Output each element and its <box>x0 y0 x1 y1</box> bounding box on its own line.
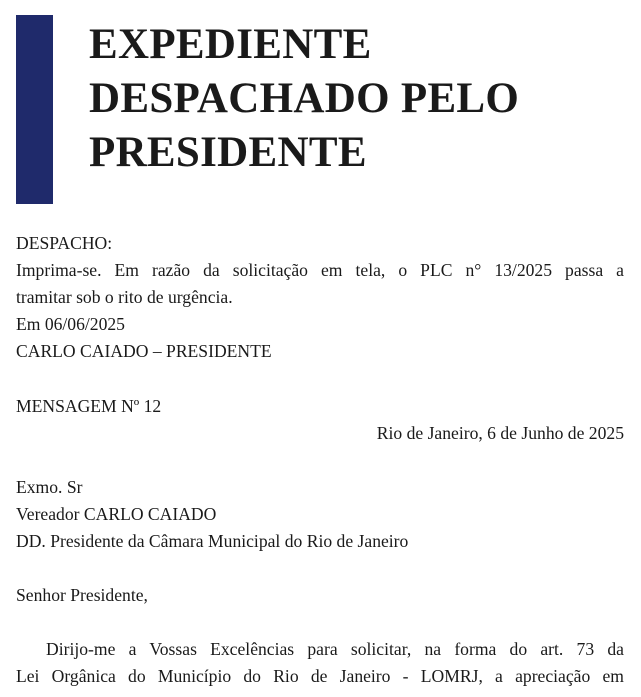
section-title <box>89 18 629 180</box>
salutation-line: DD. Presidente da Câmara Municipal do Rio de Janeiro <box>16 531 409 551</box>
despacho-date: Em 06/06/2025 <box>16 314 125 334</box>
accent-bar <box>16 15 53 204</box>
spacer <box>16 609 624 636</box>
body-paragraph-line: Dirijo-me a Vossas Excelências para solicitar, na forma do art. 73 da <box>46 639 624 659</box>
section-title-line: DESPACHADO PELO <box>89 75 520 122</box>
despacho-text-line: Imprima-se. Em razão da solicitação em tela, o PLC n° 13/2025 passa a <box>16 260 624 280</box>
despacho-text-line: tramitar sob o rito de urgência. <box>16 287 233 307</box>
document-body <box>16 230 624 690</box>
spacer <box>16 365 624 393</box>
section-title-line: PRESIDENTE <box>89 129 367 176</box>
mensagem-place-date: Rio de Janeiro, 6 de Junho de 2025 <box>376 423 624 443</box>
greeting: Senhor Presidente, <box>16 585 148 605</box>
body-paragraph-line: Lei Orgânica do Município do Rio de Janeiro - LOMRJ, a apreciação em <box>16 666 624 686</box>
salutation-line: Vereador CARLO CAIADO <box>16 504 217 524</box>
despacho-signature: CARLO CAIADO – PRESIDENTE <box>16 341 272 361</box>
mensagem-number: MENSAGEM Nº 12 <box>16 396 162 416</box>
section-title-line: EXPEDIENTE <box>89 21 372 68</box>
section-header <box>0 0 641 215</box>
salutation-line: Exmo. Sr <box>16 477 83 497</box>
despacho-label: DESPACHO: <box>16 233 113 253</box>
spacer <box>16 447 624 474</box>
spacer <box>16 555 624 582</box>
